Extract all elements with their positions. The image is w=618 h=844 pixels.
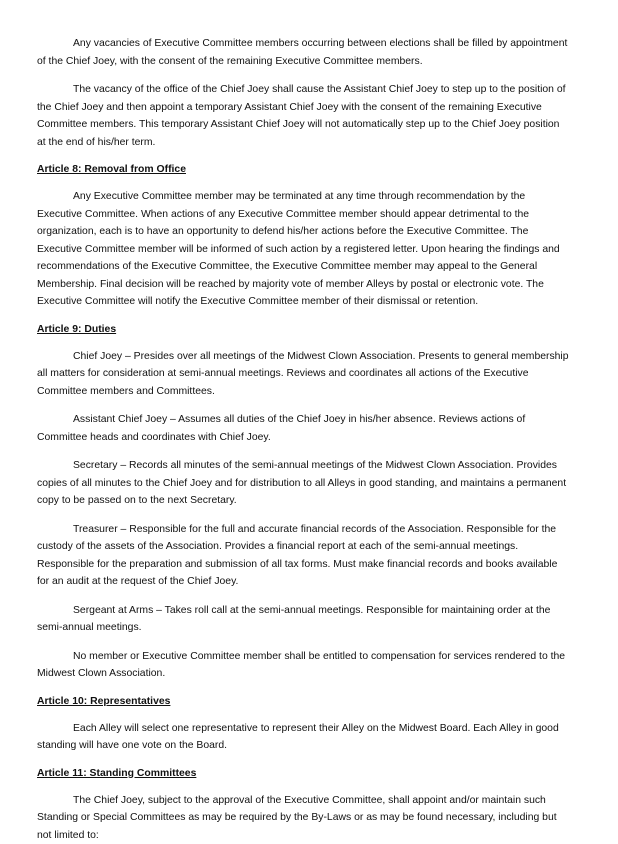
duty-secretary: Secretary – Records all minutes of the semi-annual meetings of the Midwest Clown Association. Provides copies of all minutes to the Chief Joey and for distribution to all Alleys in good standing, and maintains a permanent copy to be passed on to the next Secretary. [37, 457, 570, 510]
article-8-paragraph: Any Executive Committee member may be terminated at any time through recommendation by the Executive Committee. When actions of any Executive Committee member should appear detrimental to the organization, each is to have an opportunity to defend his/her actions before the Executive Committee. The Executive Committee member will be informed of such action by a registered letter. Upon hearing the findings and recommendations of the Executive Committee, the Executive Committee member may appeal to the General Membership. Final decision will be reached by majority vote of member Alleys by postal or electronic vote. The Executive Committee will notify the Executive Committee member of their dismissal or retention. [37, 188, 570, 311]
paragraph-vacancies: Any vacancies of Executive Committee members occurring between elections shall be filled by appointment of the Chief Joey, with the consent of the remaining Executive Committee members. [37, 35, 570, 70]
article-10-heading: Article 10: Representatives [37, 694, 570, 710]
paragraph-chief-vacancy: The vacancy of the office of the Chief Joey shall cause the Assistant Chief Joey to step up to the position of the Chief Joey and then appoint a temporary Assistant Chief Joey with the consent of the remaining Executive Committee members. This temporary Assistant Chief Joey will not automatically step up to the Chief Joey position at the end of his/her term. [37, 81, 570, 151]
article-9-heading: Article 9: Duties [37, 322, 570, 338]
article-8-heading: Article 8: Removal from Office [37, 162, 570, 178]
duty-compensation: No member or Executive Committee member shall be entitled to compensation for services rendered to the Midwest Clown Association. [37, 648, 570, 683]
article-11-heading: Article 11: Standing Committees [37, 766, 570, 782]
duty-sergeant-at-arms: Sergeant at Arms – Takes roll call at the semi-annual meetings. Responsible for maintaining order at the semi-annual meetings. [37, 602, 570, 637]
duty-treasurer: Treasurer – Responsible for the full and accurate financial records of the Association. Responsible for the custody of the assets of the Association. Provides a financial report at each of the semi-annual meetings. Responsible for the preparation and submission of all tax forms. Must make financial records and books available for an audit at the request of the Chief Joey. [37, 521, 570, 591]
article-11-paragraph: The Chief Joey, subject to the approval of the Executive Committee, shall appoint and/or maintain such Standing or Special Committees as may be required by the By-Laws or as may be found necessary, including but not limited to: [37, 792, 570, 844]
article-10-paragraph: Each Alley will select one representative to represent their Alley on the Midwest Board. Each Alley in good standing will have one vote on the Board. [37, 720, 570, 755]
duty-chief-joey: Chief Joey – Presides over all meetings of the Midwest Clown Association. Presents to general membership all matters for consideration at semi-annual meetings. Reviews and coordinates all actions of the Executive Committee members and Committees. [37, 348, 570, 401]
duty-assistant-chief-joey: Assistant Chief Joey – Assumes all duties of the Chief Joey in his/her absence. Reviews actions of Committee heads and coordinates with Chief Joey. [37, 411, 570, 446]
